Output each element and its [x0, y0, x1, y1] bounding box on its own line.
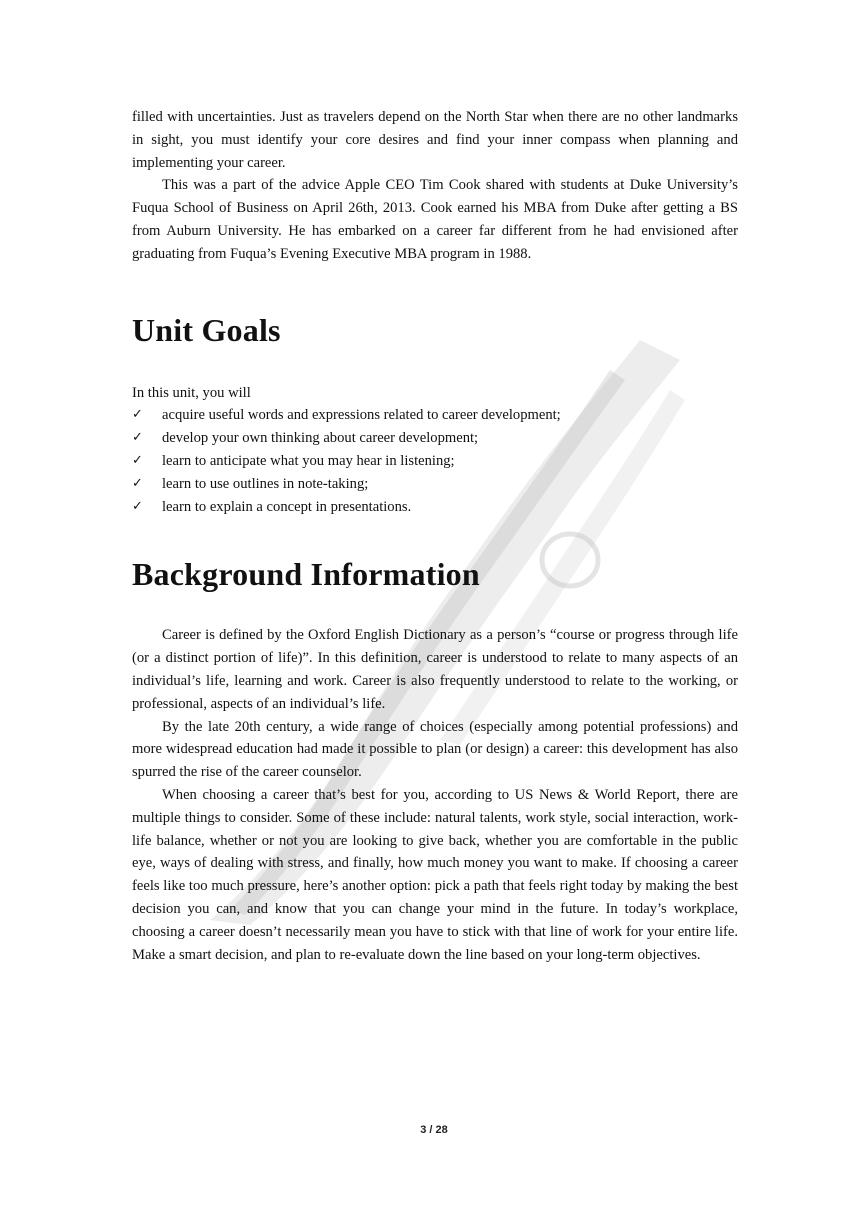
- checkmark-icon: ✓: [132, 407, 143, 423]
- list-item: [132, 404, 738, 427]
- document-page: [132, 106, 738, 966]
- goal-text: learn to explain a concept in presentations.: [162, 498, 412, 515]
- intro-paragraph-2: This was a part of the advice Apple CEO Tim Cook shared with students at Duke University’s Fuqua School of Business on April 26th, 2013. Cook earned his MBA from Duke after getting a BS from Auburn University. He has embarked on a career far different from he had envisioned after graduating from Fuqua’s Evening Executive MBA program in 1988.: [132, 177, 738, 262]
- goal-text: develop your own thinking about career development;: [162, 430, 479, 447]
- list-item: [132, 473, 738, 496]
- checkmark-icon: ✓: [132, 498, 143, 514]
- background-paragraph-3: When choosing a career that’s best for you, according to US News & World Report, there are multiple things to consider. Some of these include: natural talents, work style, social interaction, work-life balance, whether or not you are looking to give back, whether you are comfortable in the public eye, ways of dealing with stress, and finally, how much money you want to make. If choosing a career feels like too much pressure, here’s another option: pick a path that feels right today by making the best decision you can, and know that you can change your mind in the future. In today’s workplace, choosing a career doesn’t necessarily mean you have to stick with that line of work for your entire life. Make a smart decision, and plan to re-evaluate down the line based on your long-term objectives.: [132, 786, 738, 963]
- background-body: [132, 624, 738, 966]
- unit-goals-heading: Unit Goals: [132, 311, 281, 348]
- intro-paragraph-1: filled with uncertainties. Just as travelers depend on the North Star when there are no other landmarks in sight, you must identify your core desires and find your inner compass when planning and implementing your career.: [132, 109, 738, 171]
- background-information-heading: Background Information: [132, 556, 480, 593]
- checkmark-icon: ✓: [132, 430, 143, 446]
- goal-text: learn to use outlines in note-taking;: [162, 475, 369, 492]
- unit-goals-intro: In this unit, you will: [132, 384, 251, 401]
- page-number: 3 / 28: [420, 1124, 448, 1136]
- unit-goals-list: [132, 404, 738, 518]
- list-item: [132, 496, 738, 519]
- checkmark-icon: ✓: [132, 475, 143, 491]
- background-paragraph-2: By the late 20th century, a wide range of choices (especially among potential professions) and more widespread education had made it possible to plan (or design) a career: this development has also spurred the rise of the career counselor.: [132, 718, 738, 781]
- list-item: [132, 427, 738, 450]
- goal-text: learn to anticipate what you may hear in listening;: [162, 452, 455, 469]
- background-paragraph-1: Career is defined by the Oxford English Dictionary as a person’s “course or progress through life (or a distinct portion of life)”. In this definition, career is understood to relate to many aspects of an individual’s life, learning and work. Career is also frequently understood to relate to the working, or professional, aspects of an individual’s life.: [132, 627, 738, 712]
- checkmark-icon: ✓: [132, 452, 143, 468]
- goal-text: acquire useful words and expressions related to career development;: [162, 407, 561, 424]
- list-item: [132, 450, 738, 473]
